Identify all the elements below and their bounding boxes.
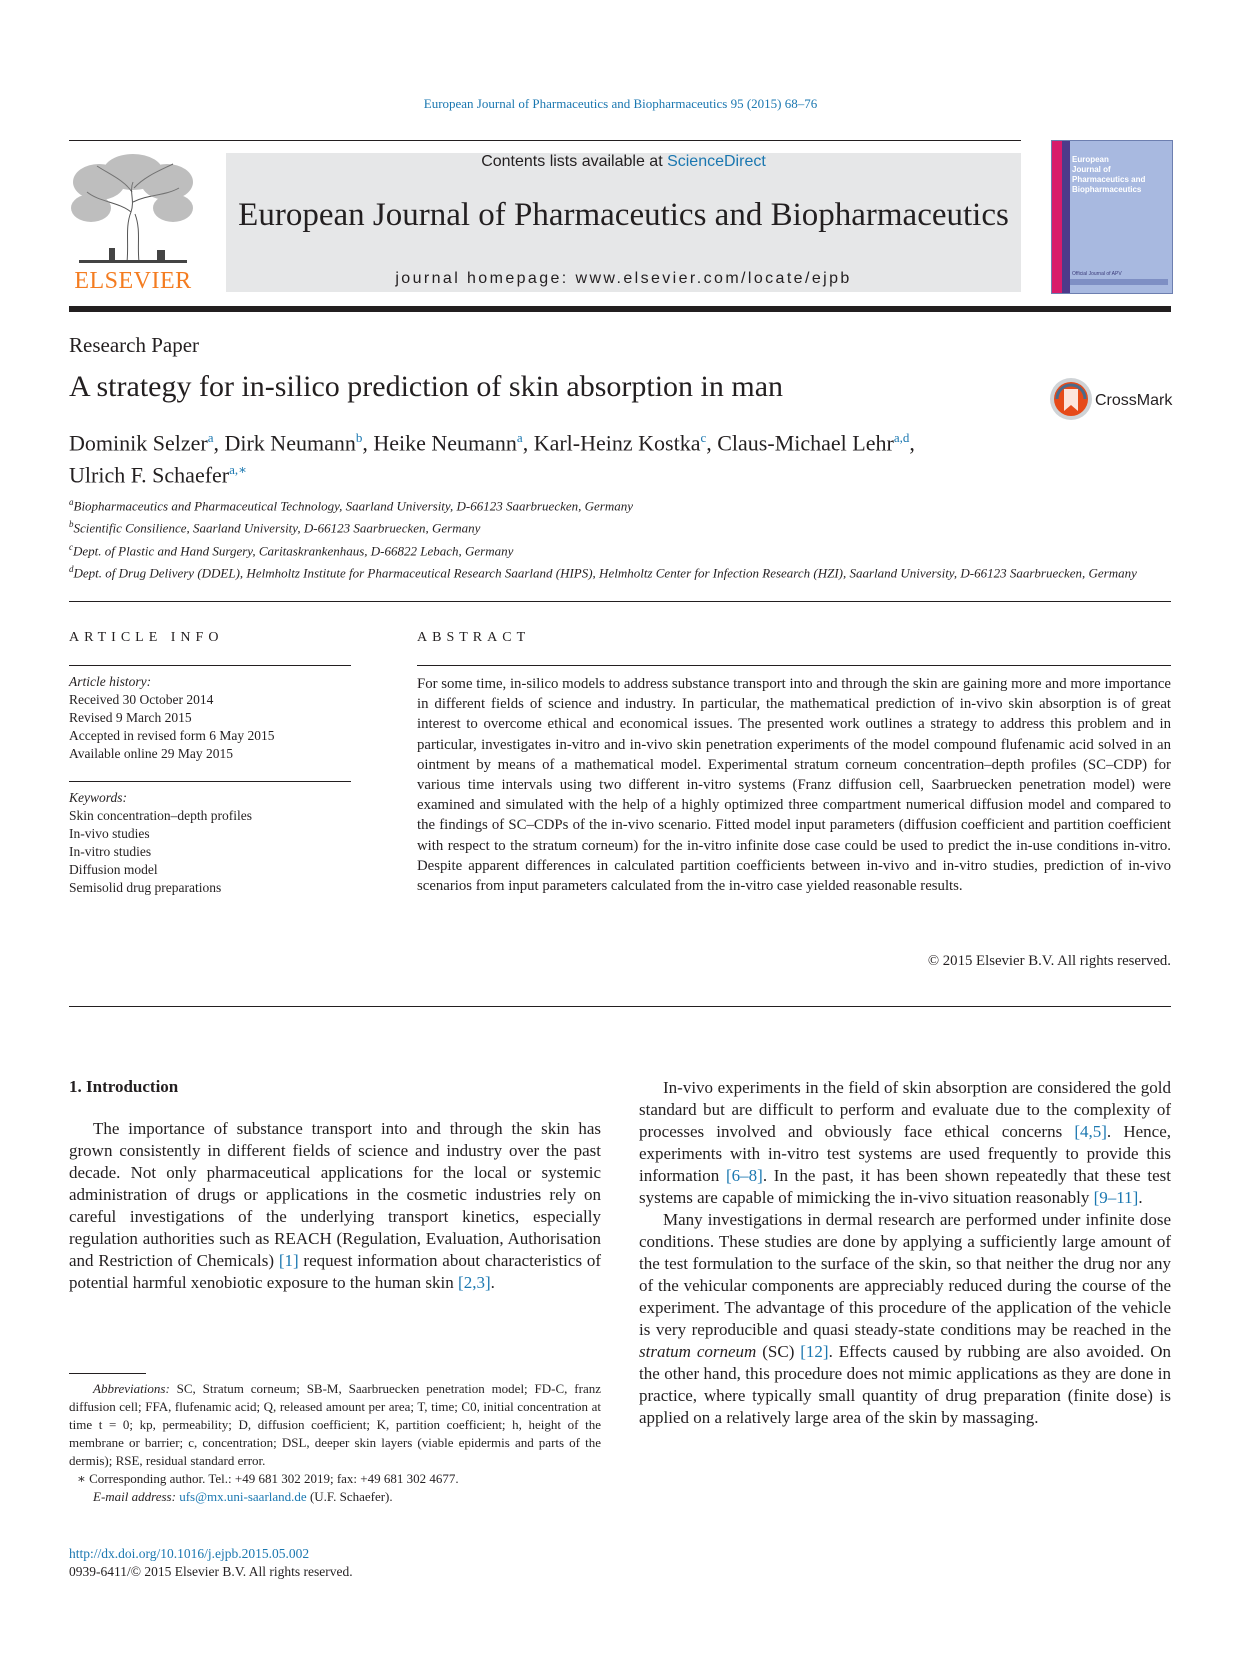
italic-term: stratum corneum (639, 1342, 757, 1361)
paragraph (639, 1077, 1171, 1209)
keyword: In-vitro studies (69, 844, 152, 859)
keyword: Semisolid drug preparations (69, 880, 222, 895)
doi-link[interactable]: http://dx.doi.org/10.1016/j.ejpb.2015.05.002 (69, 1546, 310, 1561)
abstract-bottom-rule (69, 1006, 1171, 1007)
issn-copyright: 0939-6411/© 2015 Elsevier B.V. All rights reserved. (69, 1564, 353, 1579)
abstract-rule (417, 665, 1171, 666)
cover-title-line: Pharmaceutics and (1072, 175, 1146, 184)
affiliation-list (69, 493, 1171, 582)
email-suffix: (U.F. Schaefer). (309, 1489, 393, 1504)
keywords-rule (69, 781, 351, 782)
abbreviations-footnote (69, 1380, 601, 1470)
body-column-left (69, 1118, 601, 1294)
author-name: Karl-Heinz Kostka (533, 430, 701, 456)
contents-line (226, 153, 1021, 171)
affiliation (69, 560, 1171, 582)
keyword: In-vivo studies (69, 826, 150, 841)
author-affiliation-mark[interactable]: a,∗ (229, 462, 247, 478)
email-label: E-mail address: (93, 1489, 176, 1504)
journal-cover-thumbnail (1051, 140, 1173, 294)
section-heading-introduction: 1. Introduction (69, 1077, 179, 1096)
paragraph-text: The importance of substance transport into and through the skin has grown consistently in different fields of science and industry over the past decade. Not only pharmaceutical applications for the local or systemic administration of drugs or applications in the cosmetic industries rely on careful investigations of the underlying transport kinetics, especially regulation authorities such as REACH (Regulation, Evaluation, Authorisation and Restriction of Chemicals) (69, 1119, 601, 1270)
history-label: Article history: (69, 674, 152, 689)
affiliation-mark: c (69, 541, 73, 552)
header-top-rule (69, 140, 1021, 141)
history-item: Available online 29 May 2015 (69, 746, 233, 761)
paragraph-text: request information about characteristics of potential harmful xenobiotic exposure to the human skin (69, 1251, 601, 1292)
keywords (69, 789, 351, 897)
paragraph-text: . In the past, it has been shown repeatedly that these test systems are capable of mimicking the in-vivo situation reasonably (639, 1166, 1171, 1207)
contents-prefix: Contents lists available at (481, 153, 668, 170)
affiliation-text: Dept. of Plastic and Hand Surgery, Caritaskrankenhaus, D-66822 Lebach, Germany (73, 542, 514, 558)
paragraph-text: . (490, 1273, 495, 1292)
affiliation-mark: d (69, 563, 74, 574)
author-separator: , (213, 430, 225, 456)
citation-link[interactable]: [12] (800, 1342, 829, 1361)
paragraph (69, 1118, 601, 1294)
cover-title-line: Biopharmaceutics (1072, 185, 1142, 194)
paragraph-text: In-vivo experiments in the field of skin absorption are considered the gold standard but are difficult to perform and evaluate due to the complexity of processes involved and obviously face ethical concerns (639, 1078, 1171, 1141)
paragraph-text: . (1138, 1188, 1143, 1207)
journal-homepage[interactable]: journal homepage: www.elsevier.com/locate/ejpb (395, 270, 852, 287)
author-name: Heike Neumann (373, 430, 517, 456)
email-footnote (69, 1488, 601, 1506)
citation-link[interactable]: [1] (278, 1251, 299, 1270)
citation-link[interactable]: [2,3] (458, 1273, 491, 1292)
paragraph-text: (SC) (756, 1342, 801, 1361)
corresponding-author-footnote: ∗ Corresponding author. Tel.: +49 681 302 2019; fax: +49 681 302 4677. (77, 1471, 459, 1486)
article-info-heading: ARTICLE INFO (69, 630, 224, 645)
history-item: Accepted in revised form 6 May 2015 (69, 728, 275, 743)
author-name: Ulrich F. Schaefer (69, 462, 230, 488)
paragraph-text: . Effects caused by rubbing are also avoided. On the other hand, this procedure does not mimic applications as they are done in practice, where typically small quantity of drug preparation (finite dose) is applied on a relatively large area of the skin by massaging. (639, 1342, 1171, 1427)
article-history (69, 673, 351, 763)
elsevier-wordmark: ELSEVIER (74, 268, 192, 294)
keywords-label: Keywords: (69, 790, 127, 805)
cover-stripe-purple (1062, 141, 1070, 293)
author-affiliation-mark[interactable]: a (516, 430, 523, 445)
author-separator: , (706, 430, 718, 456)
affiliation-mark: b (69, 519, 74, 530)
cover-stripe-magenta (1052, 141, 1062, 293)
footer-doi-block (69, 1545, 353, 1581)
email-link[interactable]: ufs@mx.uni-saarland.de (179, 1489, 307, 1504)
header-thick-rule (69, 306, 1171, 312)
history-item: Received 30 October 2014 (69, 692, 214, 707)
cover-footer-bar (1070, 279, 1168, 285)
running-head[interactable]: European Journal of Pharmaceutics and Biopharmaceutics 95 (2015) 68–76 (423, 96, 818, 111)
author-separator: , (522, 430, 534, 456)
abstract-heading: ABSTRACT (417, 630, 531, 645)
affiliation-text: Biopharmaceutics and Pharmaceutical Technology, Saarland University, D-66123 Saarbruecken, Germany (73, 498, 634, 514)
paper-type: Research Paper (69, 333, 200, 357)
affiliation (69, 493, 1171, 515)
paragraph-text: Many investigations in dermal research are performed under infinite dose conditions. These studies are done by applying a sufficiently large amount of the test formulation to the surface of the skin, so that neither the drug nor any of the vehicular components are appreciably reduced during the course of the experiment. The advantage of this procedure of the application of the vehicle is very reproducible and quasi steady-state conditions may be reached in the (639, 1210, 1171, 1339)
article-info-rule (69, 665, 351, 666)
front-matter-rule (69, 601, 1171, 602)
citation-link[interactable]: [9–11] (1093, 1188, 1139, 1207)
citation-link[interactable]: [4,5] (1074, 1122, 1107, 1141)
author-separator: , (909, 430, 915, 456)
author-name: Dirk Neumann (224, 430, 356, 456)
paper-title: A strategy for in-silico prediction of skin absorption in man (69, 370, 784, 403)
cover-footer-text: Official Journal of APV (1072, 271, 1122, 277)
history-item: Revised 9 March 2015 (69, 710, 192, 725)
author-affiliation-mark[interactable]: a,d (893, 430, 910, 445)
abstract-copyright: © 2015 Elsevier B.V. All rights reserved. (927, 953, 1171, 969)
abbreviations-label: Abbreviations: (93, 1381, 170, 1396)
affiliation-mark: a (69, 497, 74, 507)
affiliation (69, 515, 1171, 537)
affiliation-text: Scientific Consilience, Saarland University, D-66123 Saarbruecken, Germany (73, 520, 481, 536)
affiliation-text: Dept. of Drug Delivery (DDEL), Helmholtz Institute for Pharmaceutical Research Saarland (HIPS), Helmholtz Center for Infection Research (HZI), Saarland University, D-66123 Saarbruecken, Germany (73, 565, 1137, 581)
abstract-text: For some time, in-silico models to address substance transport into and through the skin are gaining more and more importance in different fields of science and industry. In particular, the mathematical prediction of in-vivo skin absorption is of great interest to overcome ethical and economical issues. The presented work outlines a strategy to address this problem and in particular, investigates in-vitro and in-vivo skin penetration experiments of the model compound flufenamic acid solved in an ointment by means of a mathematical model. Experimental stratum corneum concentration–depth profiles (SC–CDP) for various time intervals using two different in-vitro systems (Franz diffusion cell, Saarbruecken penetration model) were examined and simulated with the help of a highly optimized three compartment numerical diffusion model and compared to the findings of SC–CDPs of the in-vivo scenario. Fitted model input parameters (diffusion coefficient and partition coefficient with respect to the stratum corneum) for the in-vitro infinite dose case could be used to predict the in-use conditions in-vitro. Despite apparent differences in calculated partition coefficients between in-vivo and in-vitro studies, prediction of in-vivo scenarios from input parameters calculated from the in-vitro case yielded reasonable results. (417, 676, 1171, 895)
author-affiliation-mark[interactable]: c (700, 430, 707, 445)
cover-title (1072, 155, 1145, 195)
cover-title-line: Journal of (1072, 165, 1111, 174)
footnotes (69, 1380, 601, 1506)
body-column-right (639, 1077, 1171, 1429)
keyword: Skin concentration–depth profiles (69, 808, 252, 823)
affiliation (69, 538, 1171, 560)
sciencedirect-link[interactable]: ScienceDirect (667, 153, 766, 170)
keyword: Diffusion model (69, 862, 158, 877)
footnote-rule (69, 1373, 146, 1374)
author-affiliation-mark[interactable]: a (207, 430, 214, 445)
author-list (69, 424, 1129, 489)
author-name: Dominik Selzer (69, 430, 208, 456)
journal-name: European Journal of Pharmaceutics and Biopharmaceutics (238, 197, 1009, 233)
author-affiliation-mark[interactable]: b (355, 430, 363, 445)
author-name: Claus-Michael Lehr (717, 430, 894, 456)
crossmark-label[interactable]: CrossMark (1095, 392, 1173, 409)
cover-title-line: European (1072, 155, 1109, 164)
paragraph-text: . Hence, experiments with in-vitro test systems are used frequently to provide this information (639, 1122, 1171, 1185)
abbreviations-text: SC, Stratum corneum; SB-M, Saarbruecken penetration model; FD-C, franz diffusion cell; FFA, flufenamic acid; Q, released amount per area; T, time; C0, initial concentration at time t = 0; kp, permeability; D, diffusion coefficient; K, partition coefficient; h, height of the membrane or barrier; c, concentration; DSL, deeper skin layers (viable epidermis and parts of the dermis); RSE, residual standard error. (69, 1381, 601, 1468)
author-separator: , (362, 430, 374, 456)
paragraph (639, 1209, 1171, 1429)
citation-link[interactable]: [6–8] (725, 1166, 763, 1185)
